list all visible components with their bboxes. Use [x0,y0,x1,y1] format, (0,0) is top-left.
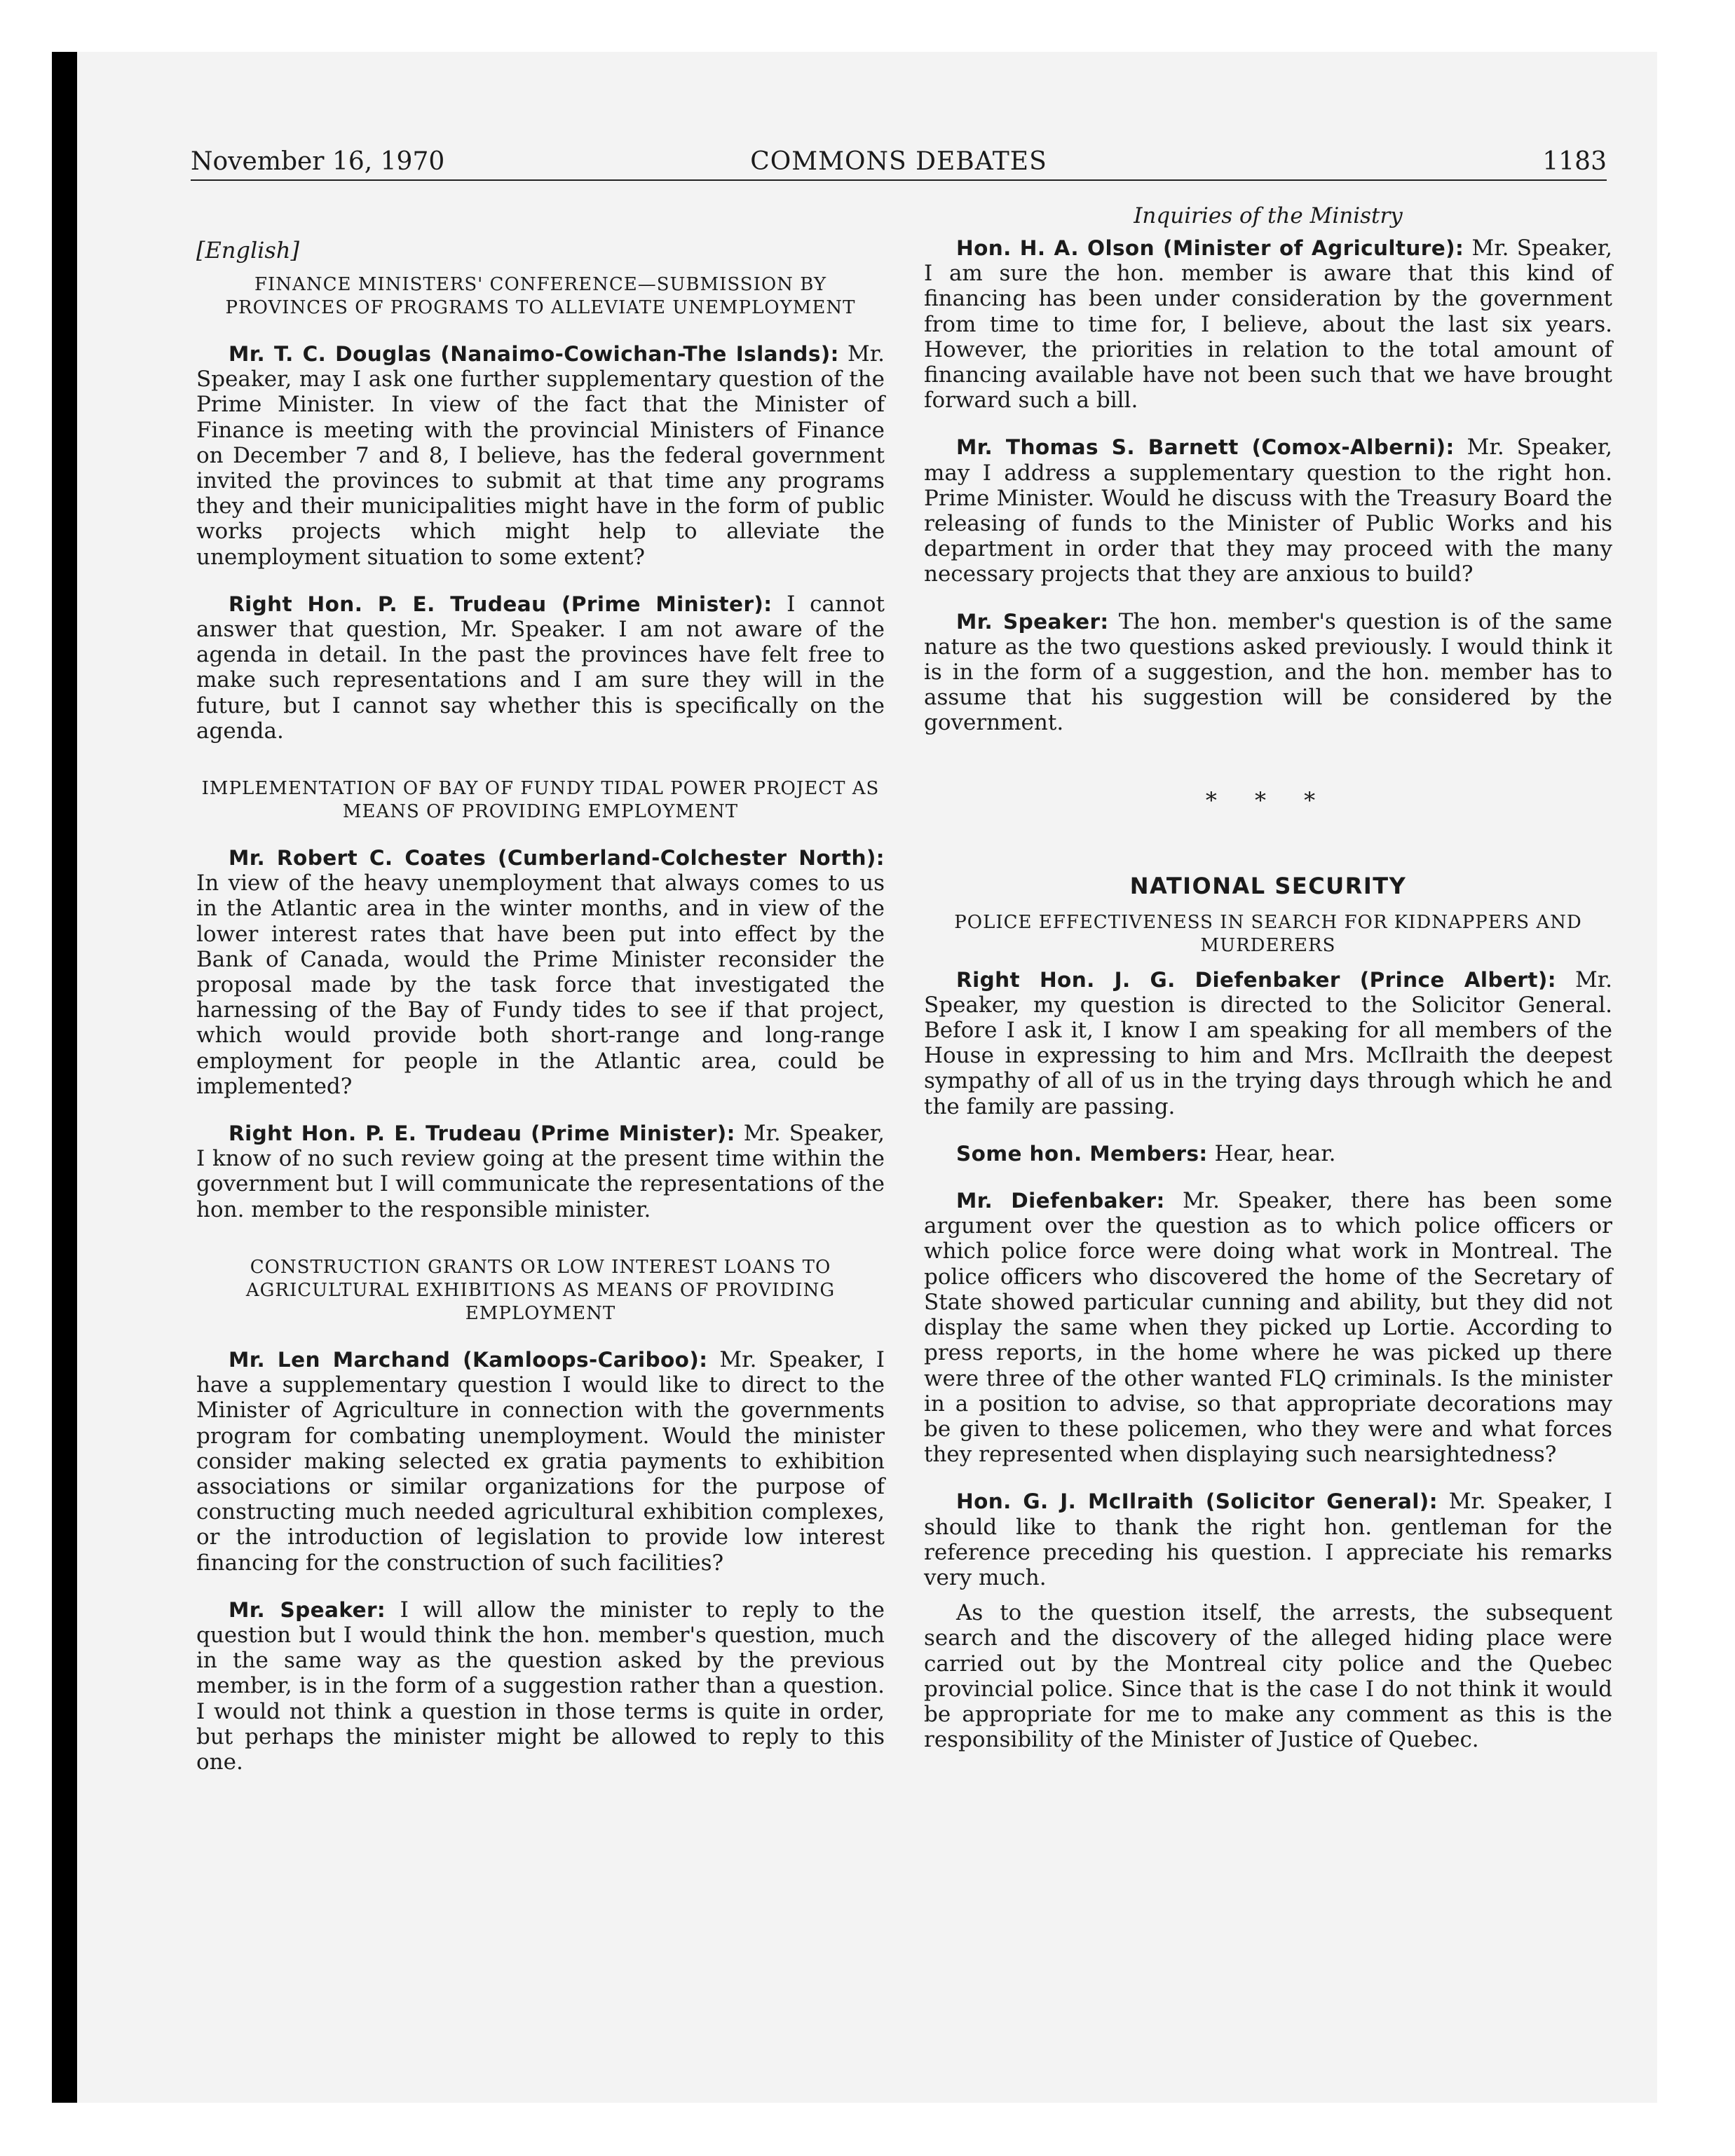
section-heading: CONSTRUCTION GRANTS OR LOW INTEREST LOANS TO AGRICULTURAL EXHIBITIONS AS MEANS OF PROVIDING EMPLOYMENT [245,1256,836,1324]
speech-text: Mr. Speaker, I am sure the hon. member is aware that this kind of financing has been under consideration by the government from time to time for, I believe, about the last six years. However, the priorities in relation to the total amount of financing available have not been such that we have brought forward such a bill. [924,236,1612,414]
speech-paragraph [924,967,1612,1119]
page-header [191,144,1607,181]
speech-paragraph [924,1600,1612,1752]
speaker-name: Right Hon. P. E. Trudeau (Prime Minister): [229,592,773,616]
speech-paragraph [196,1121,885,1222]
speech-text: Mr. Speaker, my question is directed to the Solicitor General. Before I ask it, I know I am speaking for all members of the House in expressing to him and Mrs. McIlraith the deepest sympathy of all of us in the trying days through which he and the family are passing. [924,967,1612,1119]
speaker-name: Mr. Speaker: [229,1597,386,1622]
speech-paragraph [924,1188,1612,1467]
speaker-name: Right Hon. J. G. Diefenbaker (Prince Albert): [956,967,1556,992]
section-heading: IMPLEMENTATION OF BAY OF FUNDY TIDAL POWER PROJECT AS MEANS OF PROVIDING EMPLOYMENT [201,778,880,823]
speech-text: I cannot answer that question, Mr. Speaker. I am not aware of the agenda in detail. In the past the provinces have felt free to make such representations and I am sure they will in the future, but I cannot say whether this is specifically on the agenda. [196,591,885,744]
speech-text: As to the question itself, the arrests, the subsequent search and the discovery of the alleged hiding place were carried out by the Montreal city police and the Quebec provincial police. Since that is the case I do not think it would be appropriate for me to make any comment as this is the responsibility of the Minister of Justice of Quebec. [924,1600,1612,1753]
speaker-name: Mr. Diefenbaker: [956,1189,1165,1213]
speech-paragraph [924,609,1612,736]
speech-paragraph [196,1597,885,1775]
speech-text: Mr. Speaker, there has been some argument over the question as to which police officers or which police force were doing what work in Montreal. The police officers who discovered the home of the Secretary of State showed particular cunning and ability, but they did not display the same when they picked up Lortie. According to press reports, in the home where he was picked up there were three of the other wanted FLQ criminals. Is the minister in a position to advise, so that appropriate decorations may be given to these policemen, who they were and what forces they represented when displaying such nearsightedness? [924,1188,1613,1468]
speech-text: Mr. Speaker, I have a supplementary question I would like to direct to the Minister of Agriculture in connection with the governments program for combating unemployment. Would the minister consider making selected ex gratia payments to exhibition associations or similar organizations for the purpose of constructing much needed agricultural exhibition complexes, or the introduction of legislation to provide low interest financing for the construction of such facilities? [196,1346,885,1576]
speech-paragraph [196,1347,885,1576]
speaker-name: Hon. H. A. Olson (Minister of Agriculture): [956,236,1464,260]
section-title: NATIONAL SECURITY [1129,872,1407,899]
section-separator-stars: * * * [1205,786,1331,814]
header-page-number: 1183 [1542,147,1607,176]
left-column [196,203,885,1775]
language-note: [English] [196,237,299,264]
speech-paragraph [924,1489,1612,1590]
speaker-name: Mr. Robert C. Coates (Cumberland-Colchester North): [229,846,885,871]
header-title: COMMONS DEBATES [750,147,1047,176]
speaker-name: Right Hon. P. E. Trudeau (Prime Minister): [229,1121,735,1146]
speech-text: Mr. Speaker, may I ask one further supplementary question of the Prime Minister. In view of the fact that the Minister of Finance is meeting with the provincial Ministers of Finance on December 7 and 8, I believe, has the federal government invited the provinces to submit at that time any programs they and their municipalities might have in the form of public works projects which might help to alleviate the unemployment situation to some extent? [196,341,885,570]
speaker-name: Mr. Len Marchand (Kamloops-Cariboo): [229,1347,708,1372]
speech-paragraph [924,236,1612,413]
speech-paragraph [196,592,885,744]
speech-text: Hear, hear. [1207,1140,1336,1166]
section-heading: FINANCE MINISTERS' CONFERENCE—SUBMISSION BY PROVINCES OF PROGRAMS TO ALLEVIATE UNEMPLOYMENT [225,274,856,318]
speech-text: I will allow the minister to reply to the question but I would think the hon. member's question, much in the same way as the question asked by the previous member, is in the form of a suggestion rather than a question. I would not think a question in those terms is quite in order, but perhaps the minister might be allowed to reply to this one. [196,1597,885,1775]
section-heading: POLICE EFFECTIVENESS IN SEARCH FOR KIDNAPPERS AND MURDERERS [954,911,1582,956]
speech-text: The hon. member's question is of the same nature as the two questions asked previously. I would think it is in the form of a suggestion, and the hon. member has to assume that his suggestion will be considered by the government. [924,608,1612,736]
right-column [924,203,1612,1752]
speech-paragraph [196,341,885,570]
speech-text: Mr. Speaker, I should like to thank the right hon. gentleman for the reference preceding his question. I appreciate his remarks very much. [924,1489,1613,1590]
binding-edge [52,52,77,2103]
speech-paragraph [924,435,1612,587]
speaker-name: Mr. T. C. Douglas (Nanaimo-Cowichan-The Islands): [229,342,839,366]
speech-paragraph [924,1141,1612,1166]
speech-text: Mr. Speaker, may I address a supplementary question to the right hon. Prime Minister. Would he discuss with the Treasury Board the releasing of funds to the Minister of Public Works and his department in order that they may proceed with the many necessary projects that they are anxious to build? [924,435,1612,587]
speaker-name: Mr. Speaker: [956,609,1109,634]
speaker-name: Mr. Thomas S. Barnett (Comox-Alberni): [956,435,1455,460]
speaker-name: Some hon. Members: [956,1141,1208,1166]
speech-text: In view of the heavy unemployment that always comes to us in the Atlantic area in the winter months, and in view of the lower interest rates that have been put into effect by the Bank of Canada, would the Prime Minister reconsider the proposal made by the task force that investigated the harnessing of the Bay of Fundy tides to see if that project, which would provide both short-range and long-range employment for people in the Atlantic area, could be implemented? [196,871,885,1099]
speaker-name: Hon. G. J. McIlraith (Solicitor General): [956,1489,1438,1514]
header-date: November 16, 1970 [191,147,445,176]
speech-paragraph [196,845,885,1099]
running-head: Inquiries of the Ministry [1134,203,1403,228]
speech-text: Mr. Speaker, I know of no such review going at the present time within the government but I will communicate the representations of the hon. member to the responsible minister. [196,1121,885,1222]
